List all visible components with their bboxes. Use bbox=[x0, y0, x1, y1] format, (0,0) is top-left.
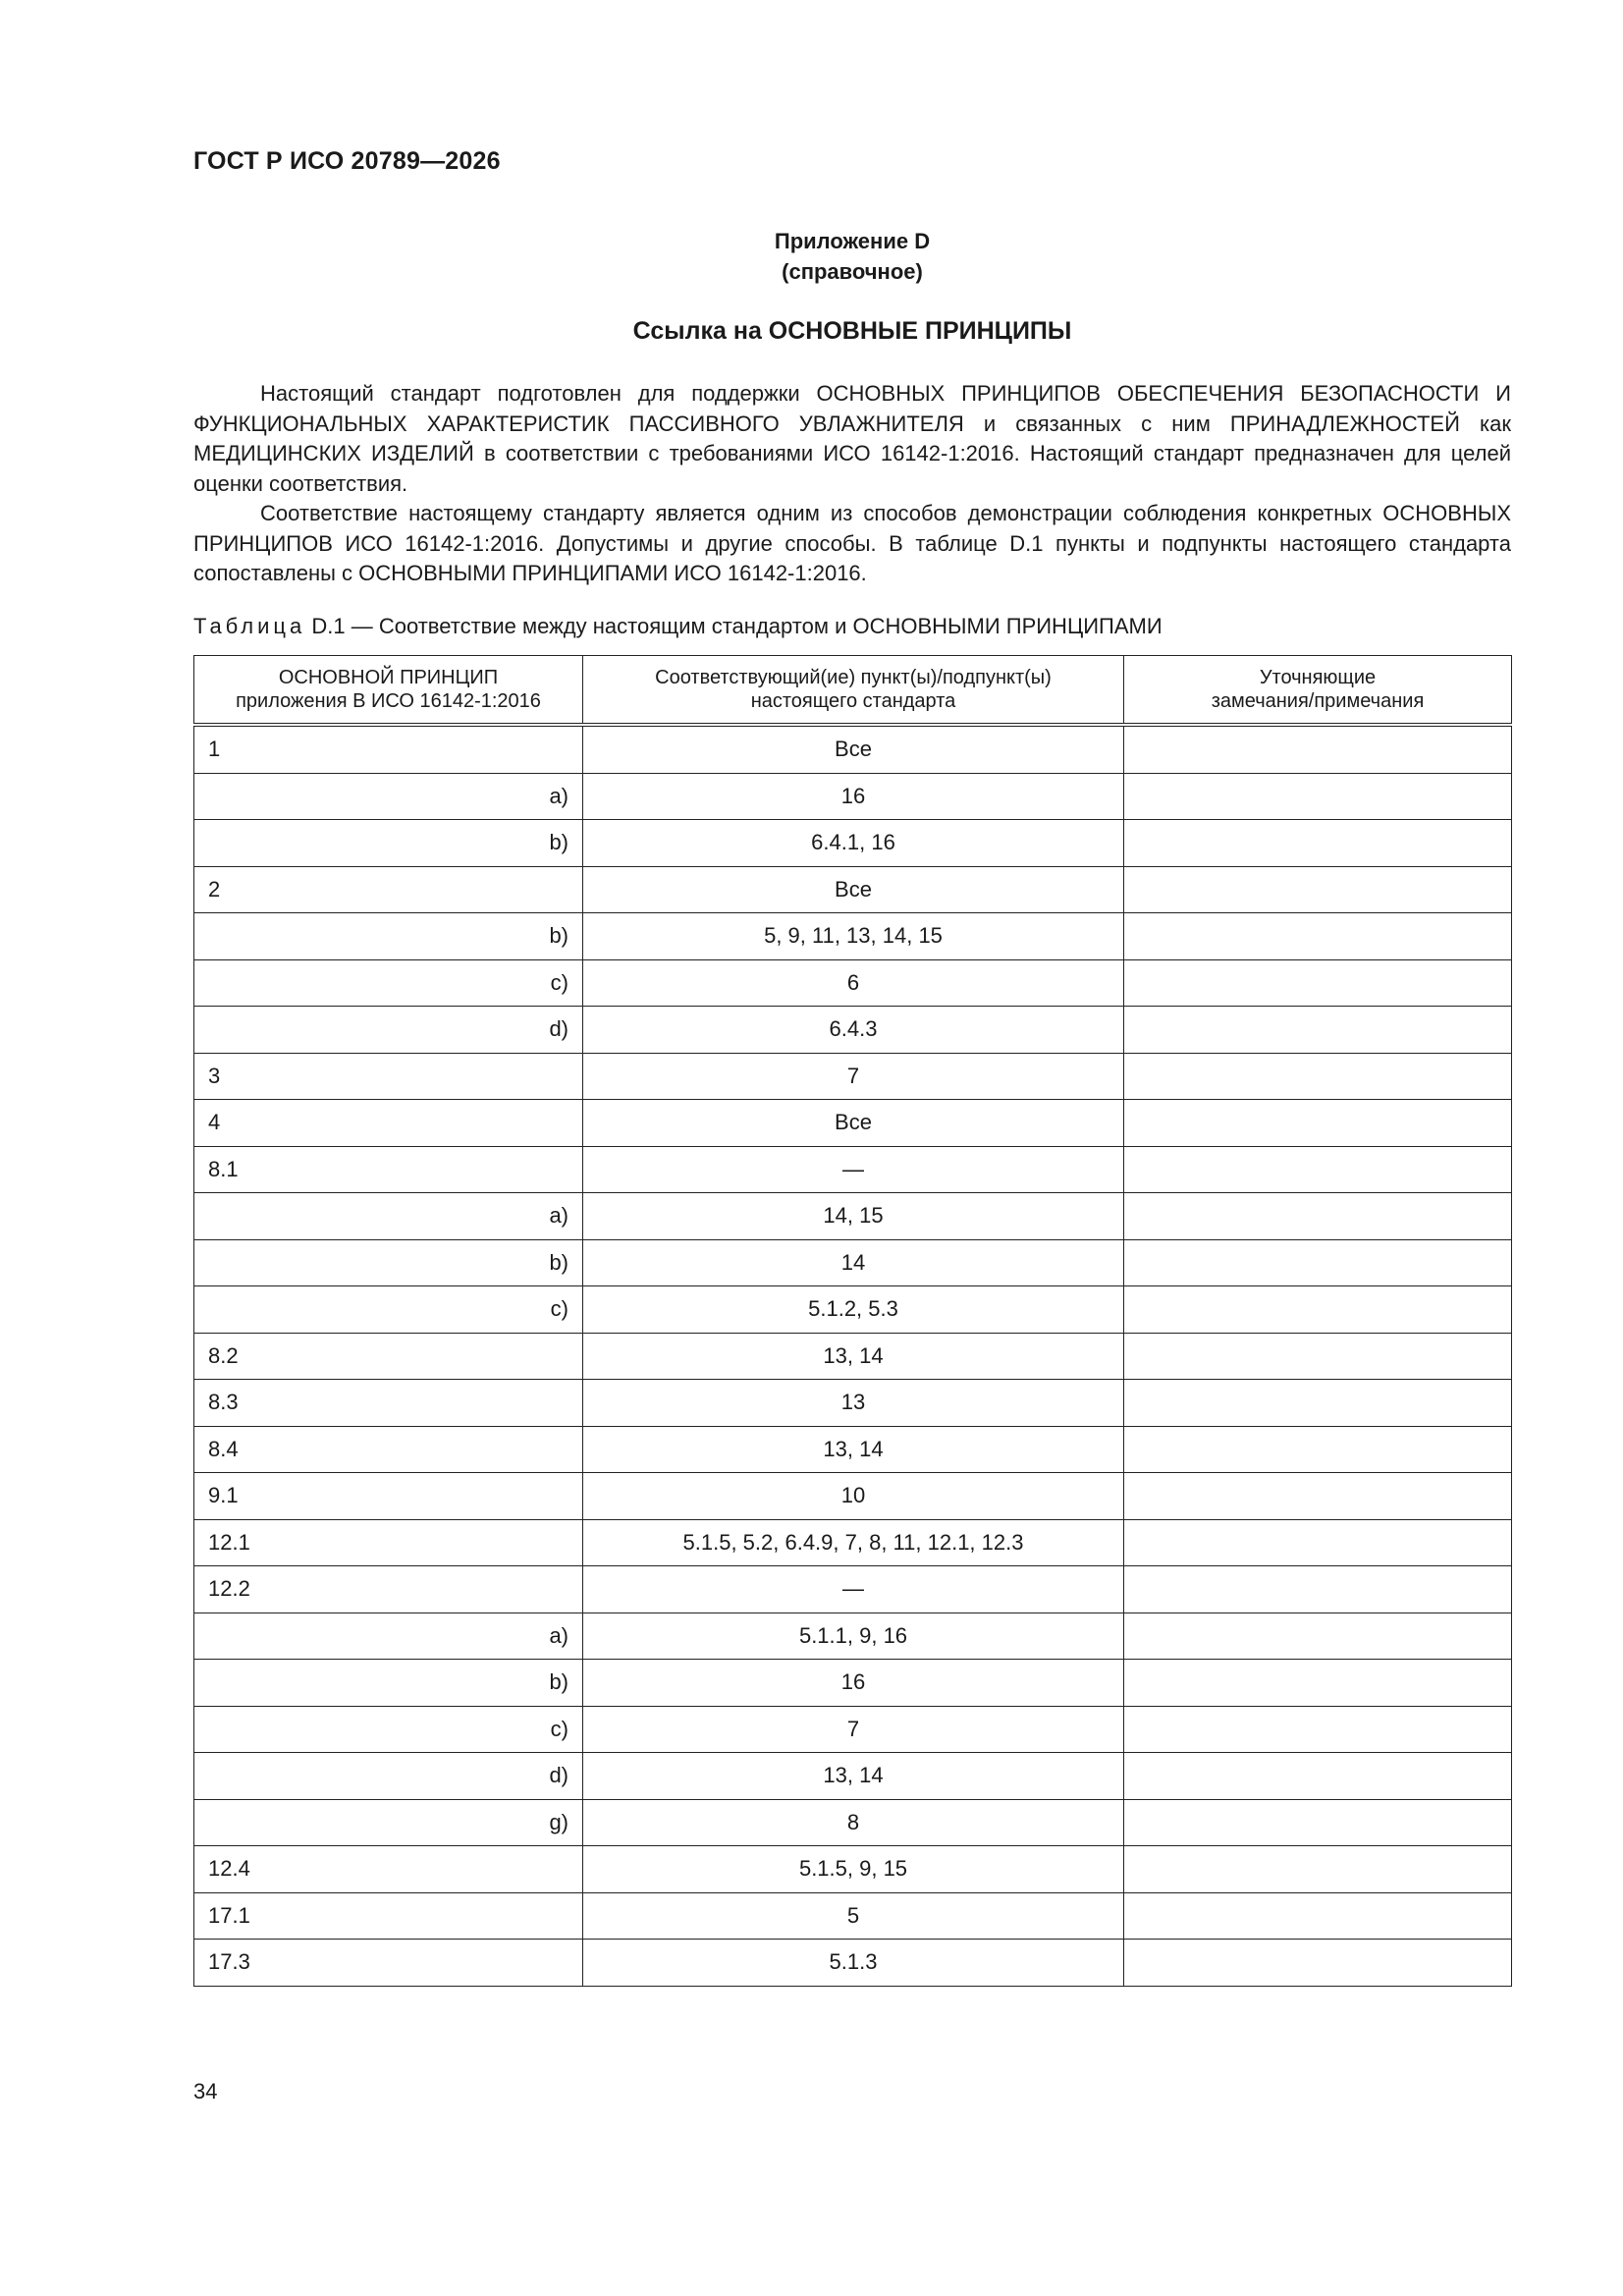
cell-remarks bbox=[1124, 1753, 1512, 1800]
cell-remarks bbox=[1124, 866, 1512, 913]
cell-principle: a) bbox=[194, 773, 583, 820]
table-row bbox=[194, 959, 1512, 1007]
cell-remarks bbox=[1124, 913, 1512, 960]
table-row bbox=[194, 1566, 1512, 1613]
cell-principle: 1 bbox=[194, 725, 583, 773]
cell-remarks bbox=[1124, 1239, 1512, 1286]
cell-principle: d) bbox=[194, 1007, 583, 1054]
cell-clauses: 10 bbox=[583, 1473, 1124, 1520]
cell-clauses: 8 bbox=[583, 1799, 1124, 1846]
cell-clauses: 5, 9, 11, 13, 14, 15 bbox=[583, 913, 1124, 960]
table-row bbox=[194, 1799, 1512, 1846]
cell-principle: 12.2 bbox=[194, 1566, 583, 1613]
annex-heading bbox=[193, 226, 1511, 287]
table-row bbox=[194, 1146, 1512, 1193]
cell-principle: 12.4 bbox=[194, 1846, 583, 1893]
table-caption bbox=[193, 614, 1163, 639]
table-row bbox=[194, 1333, 1512, 1380]
table-row bbox=[194, 1193, 1512, 1240]
cell-clauses: 14 bbox=[583, 1239, 1124, 1286]
cell-principle: 12.1 bbox=[194, 1519, 583, 1566]
table-row bbox=[194, 1473, 1512, 1520]
table-row bbox=[194, 1660, 1512, 1707]
cell-clauses: — bbox=[583, 1146, 1124, 1193]
annex-label: Приложение D bbox=[774, 229, 931, 253]
cell-remarks bbox=[1124, 1333, 1512, 1380]
cell-principle: 17.1 bbox=[194, 1892, 583, 1940]
cell-clauses: 5.1.3 bbox=[583, 1940, 1124, 1987]
cell-clauses: Все bbox=[583, 1100, 1124, 1147]
annex-kind: (справочное) bbox=[782, 259, 923, 284]
paragraph: Настоящий стандарт подготовлен для поддержки ОСНОВНЫХ ПРИНЦИПОВ ОБЕСПЕЧЕНИЯ БЕЗОПАСНОСТИ И ФУНКЦИОНАЛЬНЫХ ХАРАКТЕРИСТИК ПАССИВНОГО УВЛАЖНИТЕЛЯ и связанных с ним ПРИНАДЛЕЖНОСТЕЙ как МЕДИЦИНСКИХ ИЗДЕЛИЙ в соответствии с требованиями ИСО 16142-1:2016. Настоящий стандарт предназначен для целей оценки соответствия. bbox=[193, 381, 1511, 496]
table-row bbox=[194, 1940, 1512, 1987]
cell-remarks bbox=[1124, 1007, 1512, 1054]
cell-clauses: 7 bbox=[583, 1053, 1124, 1100]
cell-principle: a) bbox=[194, 1613, 583, 1660]
table-row bbox=[194, 1239, 1512, 1286]
cell-clauses: 7 bbox=[583, 1706, 1124, 1753]
paragraph: Соответствие настоящему стандарту является одним из способов демонстрации соблюдения конкретных ОСНОВНЫХ ПРИНЦИПОВ ИСО 16142-1:2016. Допустимы и другие способы. В таблице D.1 пункты и подпункты настоящего стандарта сопоставлены с ОСНОВНЫМИ ПРИНЦИПАМИ ИСО 16142-1:2016. bbox=[193, 501, 1511, 585]
table-row bbox=[194, 820, 1512, 867]
annex-title: Ссылка на ОСНОВНЫЕ ПРИНЦИПЫ bbox=[632, 317, 1072, 345]
cell-principle: 8.1 bbox=[194, 1146, 583, 1193]
cell-remarks bbox=[1124, 1892, 1512, 1940]
table-row bbox=[194, 773, 1512, 820]
cell-principle: 8.2 bbox=[194, 1333, 583, 1380]
table-header-row bbox=[194, 656, 1512, 726]
table-row bbox=[194, 1380, 1512, 1427]
cell-principle: b) bbox=[194, 820, 583, 867]
cell-principle: 9.1 bbox=[194, 1473, 583, 1520]
cell-principle: c) bbox=[194, 1286, 583, 1334]
page-number: 34 bbox=[193, 2079, 218, 2104]
table-row bbox=[194, 1846, 1512, 1893]
cell-clauses: 6 bbox=[583, 959, 1124, 1007]
table-row bbox=[194, 725, 1512, 773]
header-line: ОСНОВНОЙ ПРИНЦИП bbox=[278, 667, 499, 688]
correspondence-table bbox=[193, 655, 1512, 1987]
document-header: ГОСТ Р ИСО 20789—2026 bbox=[193, 147, 501, 175]
cell-clauses: Все bbox=[583, 725, 1124, 773]
cell-remarks bbox=[1124, 1940, 1512, 1987]
cell-remarks bbox=[1124, 1519, 1512, 1566]
cell-remarks bbox=[1124, 1146, 1512, 1193]
table-row bbox=[194, 1426, 1512, 1473]
cell-clauses: 6.4.1, 16 bbox=[583, 820, 1124, 867]
cell-clauses: 5.1.2, 5.3 bbox=[583, 1286, 1124, 1334]
cell-principle: 4 bbox=[194, 1100, 583, 1147]
cell-principle: 2 bbox=[194, 866, 583, 913]
header-line: настоящего стандарта bbox=[750, 690, 956, 712]
cell-principle: b) bbox=[194, 913, 583, 960]
cell-clauses: 16 bbox=[583, 773, 1124, 820]
table-body bbox=[194, 725, 1512, 1986]
cell-remarks bbox=[1124, 1286, 1512, 1334]
cell-remarks bbox=[1124, 1799, 1512, 1846]
cell-principle: 8.3 bbox=[194, 1380, 583, 1427]
header-line: Соответствующий(ие) пункт(ы)/подпункт(ы) bbox=[655, 667, 1052, 688]
cell-principle: 3 bbox=[194, 1053, 583, 1100]
cell-clauses: 13, 14 bbox=[583, 1333, 1124, 1380]
table-row bbox=[194, 866, 1512, 913]
cell-remarks bbox=[1124, 1380, 1512, 1427]
table-row bbox=[194, 1053, 1512, 1100]
cell-principle: 17.3 bbox=[194, 1940, 583, 1987]
table-row bbox=[194, 1007, 1512, 1054]
cell-clauses: Все bbox=[583, 866, 1124, 913]
cell-remarks bbox=[1124, 1473, 1512, 1520]
cell-principle: c) bbox=[194, 959, 583, 1007]
cell-clauses: 5 bbox=[583, 1892, 1124, 1940]
cell-clauses: 13, 14 bbox=[583, 1426, 1124, 1473]
cell-remarks bbox=[1124, 1566, 1512, 1613]
cell-remarks bbox=[1124, 1053, 1512, 1100]
cell-remarks bbox=[1124, 1100, 1512, 1147]
cell-clauses: 14, 15 bbox=[583, 1193, 1124, 1240]
cell-principle: c) bbox=[194, 1706, 583, 1753]
table-row bbox=[194, 1100, 1512, 1147]
cell-principle: g) bbox=[194, 1799, 583, 1846]
cell-clauses: — bbox=[583, 1566, 1124, 1613]
cell-remarks bbox=[1124, 1660, 1512, 1707]
cell-clauses: 13 bbox=[583, 1380, 1124, 1427]
cell-remarks bbox=[1124, 1193, 1512, 1240]
header-line: Уточняющие bbox=[1259, 667, 1377, 688]
table-row bbox=[194, 1613, 1512, 1660]
cell-clauses: 5.1.5, 5.2, 6.4.9, 7, 8, 11, 12.1, 12.3 bbox=[583, 1519, 1124, 1566]
table-row bbox=[194, 1753, 1512, 1800]
cell-principle: a) bbox=[194, 1193, 583, 1240]
cell-remarks bbox=[1124, 1706, 1512, 1753]
header-line: замечания/примечания bbox=[1211, 690, 1425, 712]
cell-remarks bbox=[1124, 725, 1512, 773]
table-caption-text: D.1 — Соответствие между настоящим стандартом и ОСНОВНЫМИ ПРИНЦИПАМИ bbox=[305, 614, 1163, 638]
table-row bbox=[194, 1892, 1512, 1940]
cell-remarks bbox=[1124, 959, 1512, 1007]
table-caption-label: Таблица bbox=[193, 614, 306, 638]
table-row bbox=[194, 1706, 1512, 1753]
body-text bbox=[193, 379, 1511, 589]
cell-clauses: 13, 14 bbox=[583, 1753, 1124, 1800]
header-principle bbox=[194, 656, 583, 726]
table-row bbox=[194, 1286, 1512, 1334]
cell-remarks bbox=[1124, 1613, 1512, 1660]
cell-principle: b) bbox=[194, 1239, 583, 1286]
cell-principle: d) bbox=[194, 1753, 583, 1800]
cell-remarks bbox=[1124, 820, 1512, 867]
table-row bbox=[194, 913, 1512, 960]
cell-remarks bbox=[1124, 773, 1512, 820]
cell-clauses: 6.4.3 bbox=[583, 1007, 1124, 1054]
table-row bbox=[194, 1519, 1512, 1566]
cell-remarks bbox=[1124, 1846, 1512, 1893]
header-line: приложения В ИСО 16142-1:2016 bbox=[236, 690, 541, 712]
cell-clauses: 16 bbox=[583, 1660, 1124, 1707]
cell-clauses: 5.1.1, 9, 16 bbox=[583, 1613, 1124, 1660]
header-remarks bbox=[1124, 656, 1512, 726]
cell-clauses: 5.1.5, 9, 15 bbox=[583, 1846, 1124, 1893]
cell-principle: 8.4 bbox=[194, 1426, 583, 1473]
cell-remarks bbox=[1124, 1426, 1512, 1473]
cell-principle: b) bbox=[194, 1660, 583, 1707]
header-clauses bbox=[583, 656, 1124, 726]
